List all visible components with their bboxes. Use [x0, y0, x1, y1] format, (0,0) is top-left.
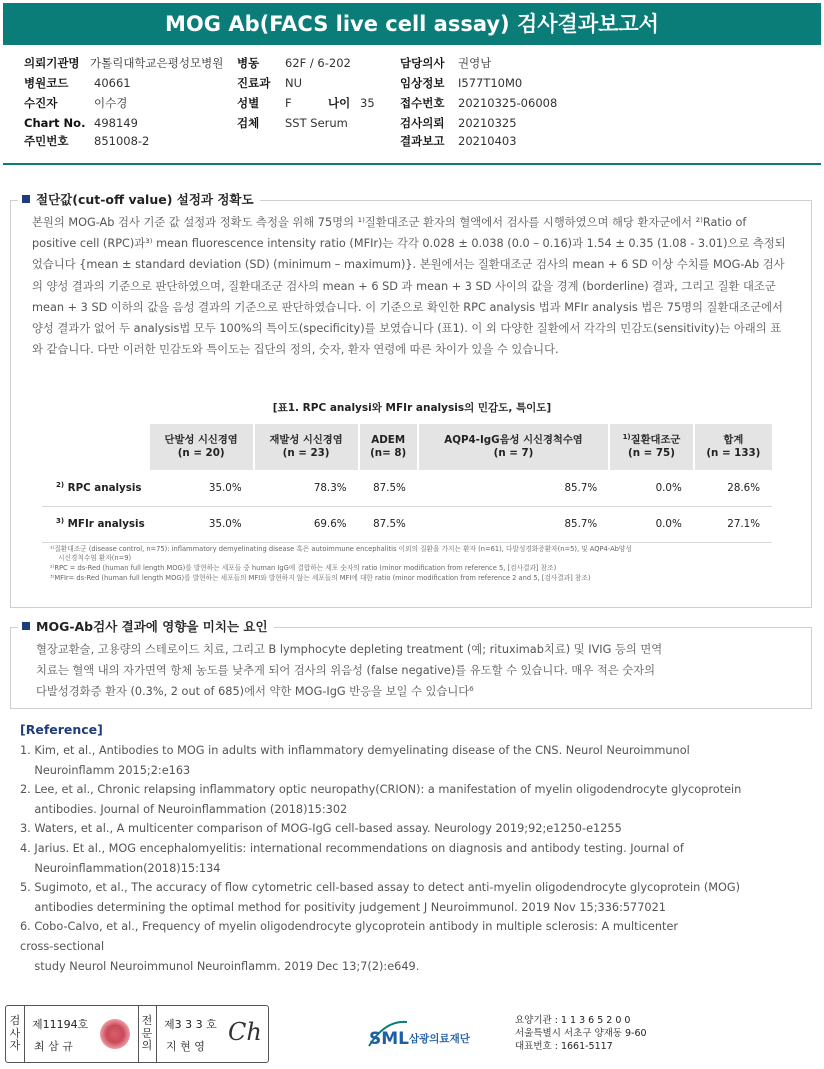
table-header-cell — [609, 424, 694, 470]
divider — [156, 1006, 157, 1062]
reference-line: Neuroinflamm 2015;2:e163 — [20, 763, 191, 777]
reference-line: 3. Waters, et al., A multicenter comparison of MOG-IgG cell-based assay. Neurology 2019;92;e1250-e1255 — [20, 822, 622, 836]
org-phone: 대표번호 : 1661-5117 — [515, 1041, 613, 1052]
ward-field: 병동 62F / 6-202 — [237, 56, 351, 70]
reference-line: 4. Jarius. Et al., MOG encephalomyelitis: international recommendations on diagnosis and antibody testing. Journal of — [20, 842, 684, 855]
hosp-code-field: 병원코드 40661 — [24, 76, 131, 90]
row-label: RPC analysis — [67, 481, 142, 494]
reference-line: study Neurol Neuroimmunol Neuroinflamm. 2019 Dec 13;7(2):e649. — [20, 959, 420, 973]
reference-line: 2. Lee, et al., Chronic relapsing inflammatory optic neuropathy(CRION): a manifestation of myelin oligodendrocyte glycoprotein — [20, 783, 742, 797]
specimen-field: 검체 SST Serum — [237, 116, 348, 130]
org-info — [515, 1014, 647, 1053]
reference-line: 6. Cobo-Calvo, et al., Frequency of myelin oligodendrocyte glycoprotein antibody in multiple sclerosis: A multicenter — [20, 920, 679, 934]
column-count: (n = 133) — [706, 447, 761, 459]
table-cell: 28.6% — [694, 470, 772, 506]
header-divider — [3, 163, 821, 165]
table-footnote: 시신경척수염 환자(n=9) — [58, 554, 132, 562]
table-cell: 69.6% — [254, 506, 359, 542]
table-header-cell — [694, 424, 772, 470]
org-code: 요양기관 : 1 1 3 6 5 2 0 0 — [515, 1015, 631, 1026]
factors-line: 다발성경화증 환자 (0.3%, 2 out of 685)에서 약한 MOG-IgG 반응을 보일 수 있습니다⁶ — [36, 685, 474, 698]
sml-logo-icon — [367, 1016, 507, 1056]
row-header — [42, 470, 149, 506]
reference-line: Neuroinflammation(2018)15:134 — [20, 861, 221, 875]
table-row — [42, 506, 772, 542]
table-cell: 35.0% — [149, 506, 254, 542]
table-row — [42, 470, 772, 506]
table-header-cell — [254, 424, 359, 470]
column-label: AQP4-IgG음성 시신경척수염 — [444, 434, 583, 446]
clinical-field: 임상정보 I577T10M0 — [400, 76, 523, 90]
table-cell: 0.0% — [609, 470, 694, 506]
column-label: ADEM — [371, 434, 406, 446]
factors-line: 혈장교환술, 고용량의 스테로이드 치료, 그리고 B lymphocyte depleting treatment (예; rituximab치료) 및 IVIG 등의 면역 — [36, 643, 663, 656]
table-corner — [42, 424, 149, 470]
sex-field: 성별 F — [237, 96, 292, 110]
row-label: MFIr analysis — [67, 518, 145, 530]
table-footnote: ¹⁾질환대조군 (disease control, n=75): inflammatory demyelinating disease 혹은 autoimmune encephalitis 이외의 질환을 가지는 환자 (n=61), 다발성경화증환자(n=5), 및 AQP4-Ab양성 — [50, 545, 632, 553]
bullet-square-icon — [22, 195, 30, 203]
specialist-name: 지 현 영 — [166, 1040, 205, 1053]
reference-line: 5. Sugimoto, et al., The accuracy of flow cytometric cell-based assay to detect anti-myelin oligodendrocyte glycoprotein (MOG) — [20, 881, 741, 895]
reference-line: cross-sectional — [20, 940, 105, 953]
column-label: 합계 — [723, 434, 744, 446]
recipient-field: 수진자 이수경 — [24, 96, 128, 110]
chart-field: Chart No. 498149 — [24, 116, 138, 130]
specialist-number: 제3 3 3 호 — [164, 1018, 217, 1031]
age-field: 나이 35 — [328, 96, 375, 110]
table-cell: 87.5% — [359, 470, 418, 506]
examiner-name: 최 삼 규 — [34, 1040, 73, 1053]
table-header-row — [42, 424, 772, 470]
table-cell: 85.7% — [418, 470, 609, 506]
column-count: (n= 8) — [370, 447, 407, 459]
reference-title: [Reference] — [20, 722, 103, 737]
column-count: (n = 23) — [282, 447, 330, 459]
table-header-cell — [149, 424, 254, 470]
table-cell: 78.3% — [254, 470, 359, 506]
column-label: 질환대조군 — [630, 434, 681, 446]
table-cell: 87.5% — [359, 506, 418, 542]
bullet-square-icon — [22, 622, 30, 630]
reference-line: antibodies determining the optimal method for positivity judgement J Neuroimmunol. 2019 Nov 15;336:577021 — [20, 900, 666, 914]
report-date-field: 결과보고 20210403 — [400, 134, 517, 148]
column-count: (n = 75) — [628, 447, 675, 459]
footnote-marker: 3) — [56, 517, 65, 525]
reference-line: antibodies. Journal of Neuroinflammation (2018)15:302 — [20, 802, 348, 816]
divider — [138, 1006, 139, 1062]
table-cell: 85.7% — [418, 506, 609, 542]
logo-text: SML — [369, 1029, 409, 1049]
table-cell: 35.0% — [149, 470, 254, 506]
dept-field: 진료과 NU — [237, 76, 303, 90]
column-label: 단발성 시신경염 — [164, 434, 238, 446]
org-address: 서울특별시 서초구 양재동 9-60 — [515, 1028, 647, 1039]
institution-field: 의뢰기관명 가톨릭대학교은평성모병원 — [24, 56, 224, 70]
handwritten-signature: Ch — [228, 1018, 262, 1046]
reference-line: 1. Kim, et al., Antibodies to MOG in adults with inflammatory demyelinating disease of the CNS. Neurol Neuroimmunol — [20, 744, 690, 757]
table-header-cell — [418, 424, 609, 470]
receipt-field: 접수번호 20210325-06008 — [400, 96, 558, 110]
column-label: 재발성 시신경염 — [269, 434, 343, 446]
request-date-field: 검사의뢰 20210325 — [400, 116, 517, 130]
divider — [24, 1006, 25, 1062]
table-footnote: ³⁾MFIr= ds-Red (human full length MOG)를 발현하는 세포들의 MFI와 발현하지 않는 세포들의 MFI에 대한 ratio (minor modification from reference 2 and 5, [검사결과] 참조) — [50, 574, 591, 582]
org-name: 삼광의료재단 — [409, 1033, 470, 1045]
table-cell: 27.1% — [694, 506, 772, 542]
table-title: [표1. RPC analysi와 MFIr analysis의 민감도, 특이도] — [272, 402, 552, 414]
column-count: (n = 20) — [177, 447, 225, 459]
signature-box — [5, 1005, 269, 1063]
doctor-field: 담당의사 권영남 — [400, 56, 492, 70]
cutoff-paragraph: 본원의 MOG-Ab 검사 기준 값 설정과 정확도 측정을 위해 75명의 ¹⁾질환대조군 환자의 혈액에서 검사를 시행하였으며 해당 환자군에서 ²⁾Ratio of positive cell (RPC)과³⁾ mean fluorescence intensity ratio (MFIr)는 각각 0.028 ± 0.038 (0.0 – 0.16)과 1.54 ± 0.35 (1.08 - 3.01)으로 측정되었습니다 {mean ± standard deviation (SD) (minimum – maximum)}. 본원에서는 질환대조군 검사의 mean + 6 SD 이상 수치를 MOG-Ab 검사의 양성 결과의 기준으로 판단하였으며, 질환대조군 검사의 mean + 6 SD 과 mean + 3 SD 사이의 값을 경계 (borderline) 결과, 그리고 질환 대조군 mean + 3 SD 이하의 값을 음성 결과의 기준으로 판단하였습니다. 이 기준으로 확인한 RPC analysis 법과 MFIr analysis 법은 75명의 질환대조군에서 양성 결과가 없어 두 analysis법 모두 100%의 특이도(specificity)를 보였습니다 (표1). 이 외 다양한 질환에서 각각의 민감도(sensitivity)는 아래의 표와 같습니다. 다만 이러한 민감도와 특이도는 집단의 정의, 숫자, 환자 연령에 따른 차이가 있을 수 있습니다. — [32, 216, 786, 357]
report-title: MOG Ab(FACS live cell assay) 검사결과보고서 — [3, 3, 821, 45]
table-header-cell — [359, 424, 418, 470]
cutoff-section-title: 절단값(cut-off value) 설정과 정확도 — [18, 192, 260, 208]
row-header — [42, 506, 149, 542]
table-footnote: ²⁾RPC = ds-Red (human full length MOG)를 발현하는 세포들 중 human IgG에 결합하는 세포 숫자의 ratio (minor modification from reference 5, [검사결과] 참조) — [50, 564, 557, 572]
sml-logo — [367, 1016, 507, 1060]
examiner-number: 제11194호 — [32, 1018, 89, 1031]
patient-info — [0, 54, 824, 164]
table-cell: 0.0% — [609, 506, 694, 542]
factors-section-title: MOG-Ab검사 결과에 영향을 미치는 요인 — [18, 619, 274, 635]
column-count: (n = 7) — [493, 447, 534, 459]
footnote-marker: 2) — [56, 480, 65, 489]
footnote-marker: 1) — [622, 433, 631, 441]
factors-line: 치료는 혈액 내의 자가면역 항체 농도를 낮추게 되어 검사의 위음성 (false negative)를 유도할 수 있습니다. 매우 적은 숫자의 — [36, 664, 655, 677]
examiner-label: 검 사 자 — [9, 1014, 21, 1052]
resident-field: 주민번호 851008-2 — [24, 134, 150, 148]
official-seal-icon — [100, 1019, 130, 1049]
sensitivity-table — [42, 424, 772, 543]
specialist-label: 전 문 의 — [141, 1014, 153, 1052]
